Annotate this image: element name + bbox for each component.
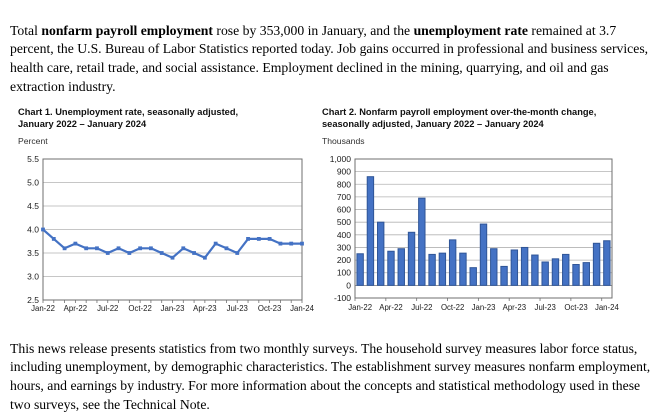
chart2-title-line1: Chart 2. Nonfarm payroll employment over-the-month change,: [322, 107, 597, 117]
chart2-payroll-change-bar-chart: [318, 150, 630, 322]
chart1-unemployment-rate-line-chart: [14, 150, 316, 322]
svg-text:Jul-23: Jul-23: [226, 304, 248, 313]
svg-text:700: 700: [336, 191, 351, 202]
svg-text:Jan-23: Jan-23: [471, 303, 496, 312]
svg-text:0: 0: [346, 280, 351, 291]
svg-text:3.0: 3.0: [27, 271, 39, 282]
svg-text:800: 800: [336, 179, 351, 190]
svg-text:100: 100: [336, 267, 351, 278]
svg-text:4.5: 4.5: [27, 201, 39, 211]
svg-text:2.5: 2.5: [27, 295, 39, 305]
svg-text:3.5: 3.5: [27, 248, 39, 258]
chart2-title: [322, 107, 632, 131]
svg-text:-100: -100: [333, 293, 351, 303]
chart1-title-line2: January 2022 – January 2024: [18, 118, 147, 129]
svg-text:Jan-22: Jan-22: [31, 304, 55, 313]
svg-text:Jul-23: Jul-23: [534, 303, 556, 312]
chart1-unit-label: Percent: [18, 136, 48, 146]
svg-text:300: 300: [336, 242, 351, 253]
svg-text:Jul-22: Jul-22: [411, 303, 433, 312]
chart2-unit-label: Thousands: [322, 136, 365, 146]
intro-paragraph: Total nonfarm payroll employment rose by 353,000 in January, and the unemployment rate remained at 3.7 percent, the U.S. Bureau of Labor Statistics reported today. Job gains occurred in professional and business services, health care, retail trade, and social assistance. Employment declined in the mining, quarrying, and oil and gas extraction industry.: [10, 22, 649, 94]
footer-paragraph: This news release presents statistics from two monthly surveys. The household survey measures labor force status, including unemployment, by demographic characteristics. The establishment survey measures nonfarm employment, hours, and earnings by industry. For more information about the concepts and statistical methodology used in these two surveys, see the Technical Note.: [10, 340, 651, 412]
chart1-title-line1: Chart 1. Unemployment rate, seasonally adjusted,: [18, 107, 239, 117]
svg-text:5.0: 5.0: [27, 177, 39, 188]
svg-text:500: 500: [336, 217, 351, 228]
svg-text:Apr-22: Apr-22: [379, 303, 403, 312]
svg-text:5.5: 5.5: [27, 154, 39, 164]
svg-text:Jan-24: Jan-24: [290, 304, 314, 313]
svg-text:4.0: 4.0: [27, 224, 39, 235]
svg-text:Jul-22: Jul-22: [97, 304, 119, 313]
svg-text:Oct-23: Oct-23: [257, 304, 282, 313]
svg-text:900: 900: [336, 166, 351, 177]
svg-text:200: 200: [336, 255, 351, 266]
svg-text:Apr-22: Apr-22: [63, 304, 88, 313]
svg-text:400: 400: [336, 229, 351, 240]
svg-text:Jan-23: Jan-23: [160, 304, 185, 313]
svg-text:Oct-22: Oct-22: [440, 303, 465, 312]
svg-text:Apr-23: Apr-23: [502, 303, 527, 312]
svg-text:Oct-22: Oct-22: [128, 304, 152, 313]
svg-text:1,000: 1,000: [329, 154, 351, 164]
svg-text:Apr-23: Apr-23: [193, 304, 217, 313]
svg-text:Jan-22: Jan-22: [348, 303, 373, 312]
svg-text:Oct-23: Oct-23: [564, 303, 588, 312]
svg-text:Jan-24: Jan-24: [594, 303, 619, 312]
chart2-title-line2: seasonally adjusted, January 2022 – January 2024: [322, 118, 544, 129]
chart1-title: [18, 107, 298, 131]
svg-text:600: 600: [336, 204, 351, 215]
